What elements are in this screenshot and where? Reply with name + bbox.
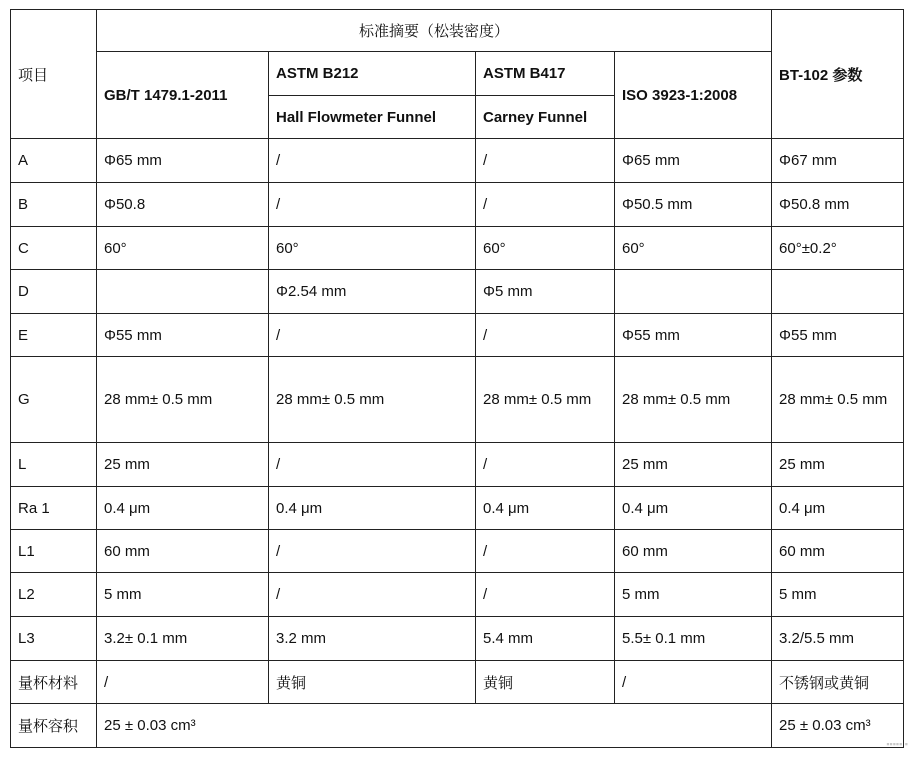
b212-cell: 3.2 mm <box>269 617 476 661</box>
b417-cell: / <box>476 530 615 573</box>
gb-cell: 0.4 μm <box>97 487 269 530</box>
row-label: Ra 1 <box>11 487 97 530</box>
b212-cell: Φ2.54 mm <box>269 270 476 314</box>
bt-cell: 60 mm <box>772 530 904 573</box>
row-label: L2 <box>11 573 97 617</box>
std-b212-subtitle: Hall Flowmeter Funnel <box>269 96 476 139</box>
table-row <box>11 487 904 530</box>
watermark-mark: ▪▪▪▪▪ ▪ <box>886 739 908 749</box>
b212-cell: / <box>269 183 476 227</box>
row-label: E <box>11 314 97 357</box>
b212-cell: / <box>269 530 476 573</box>
bt-cell: 60°±0.2° <box>772 227 904 270</box>
table-row <box>11 443 904 487</box>
std-b212-header: ASTM B212 <box>269 52 476 96</box>
iso-cell <box>615 270 772 314</box>
gb-cell: Φ55 mm <box>97 314 269 357</box>
header-row-2 <box>11 52 904 96</box>
iso-cell: 60 mm <box>615 530 772 573</box>
iso-cell: 60° <box>615 227 772 270</box>
iso-cell: / <box>615 661 772 704</box>
table-row <box>11 183 904 227</box>
gb-cell: 60 mm <box>97 530 269 573</box>
row-label: L1 <box>11 530 97 573</box>
b212-cell: / <box>269 443 476 487</box>
gb-cell <box>97 270 269 314</box>
item-header: 项目 <box>11 10 97 139</box>
table-row <box>11 530 904 573</box>
header-row-1 <box>11 10 904 52</box>
table-row <box>11 227 904 270</box>
iso-cell: Φ65 mm <box>615 139 772 183</box>
row-label: B <box>11 183 97 227</box>
row-label: G <box>11 357 97 443</box>
b212-cell: 28 mm± 0.5 mm <box>269 357 476 443</box>
bt-cell: 不锈钢或黄铜 <box>772 661 904 704</box>
comparison-table <box>10 9 904 748</box>
iso-cell: 5 mm <box>615 573 772 617</box>
b417-cell: / <box>476 314 615 357</box>
gb-cell: 5 mm <box>97 573 269 617</box>
gb-cell: / <box>97 661 269 704</box>
row-label: L <box>11 443 97 487</box>
b212-cell: 黄铜 <box>269 661 476 704</box>
table-row <box>11 617 904 661</box>
std-b417-subtitle: Carney Funnel <box>476 96 615 139</box>
gb-cell: 3.2± 0.1 mm <box>97 617 269 661</box>
std-b417-header: ASTM B417 <box>476 52 615 96</box>
row-label: L3 <box>11 617 97 661</box>
bt-cell: Φ67 mm <box>772 139 904 183</box>
table-row <box>11 357 904 443</box>
b212-cell: 60° <box>269 227 476 270</box>
b417-cell: / <box>476 443 615 487</box>
iso-cell: 5.5± 0.1 mm <box>615 617 772 661</box>
b212-cell: / <box>269 314 476 357</box>
volume-standard-value: 25 ± 0.03 cm³ <box>97 704 772 748</box>
table-row <box>11 661 904 704</box>
bt-cell: 0.4 μm <box>772 487 904 530</box>
b417-cell: Φ5 mm <box>476 270 615 314</box>
bt-cell: 5 mm <box>772 573 904 617</box>
gb-cell: 60° <box>97 227 269 270</box>
std-gb-header: GB/T 1479.1-2011 <box>97 52 269 139</box>
iso-cell: Φ50.5 mm <box>615 183 772 227</box>
bt-cell: Φ50.8 mm <box>772 183 904 227</box>
row-label: 量杯材料 <box>11 661 97 704</box>
b417-cell: / <box>476 139 615 183</box>
table-row <box>11 573 904 617</box>
iso-cell: 28 mm± 0.5 mm <box>615 357 772 443</box>
std-iso-header: ISO 3923-1:2008 <box>615 52 772 139</box>
row-label: A <box>11 139 97 183</box>
group-header: 标准摘要（松装密度） <box>97 10 772 52</box>
volume-row <box>11 704 904 748</box>
table-row <box>11 270 904 314</box>
b212-cell: / <box>269 573 476 617</box>
b417-cell: 60° <box>476 227 615 270</box>
row-label: D <box>11 270 97 314</box>
bt-cell: 25 mm <box>772 443 904 487</box>
bt-header: BT-102 参数 <box>772 10 904 139</box>
gb-cell: 28 mm± 0.5 mm <box>97 357 269 443</box>
b417-cell: 黄铜 <box>476 661 615 704</box>
b417-cell: / <box>476 183 615 227</box>
volume-bt-value: 25 ± 0.03 cm³ <box>772 704 904 748</box>
b417-cell: / <box>476 573 615 617</box>
bt-cell: 3.2/5.5 mm <box>772 617 904 661</box>
b212-cell: / <box>269 139 476 183</box>
gb-cell: Φ50.8 <box>97 183 269 227</box>
b417-cell: 28 mm± 0.5 mm <box>476 357 615 443</box>
iso-cell: 0.4 μm <box>615 487 772 530</box>
row-label: C <box>11 227 97 270</box>
b212-cell: 0.4 μm <box>269 487 476 530</box>
bt-cell: 28 mm± 0.5 mm <box>772 357 904 443</box>
bt-cell: Φ55 mm <box>772 314 904 357</box>
b417-cell: 5.4 mm <box>476 617 615 661</box>
iso-cell: 25 mm <box>615 443 772 487</box>
gb-cell: 25 mm <box>97 443 269 487</box>
iso-cell: Φ55 mm <box>615 314 772 357</box>
b417-cell: 0.4 μm <box>476 487 615 530</box>
gb-cell: Φ65 mm <box>97 139 269 183</box>
table-row <box>11 139 904 183</box>
bt-cell <box>772 270 904 314</box>
row-label: 量杯容积 <box>11 704 97 748</box>
table-row <box>11 314 904 357</box>
